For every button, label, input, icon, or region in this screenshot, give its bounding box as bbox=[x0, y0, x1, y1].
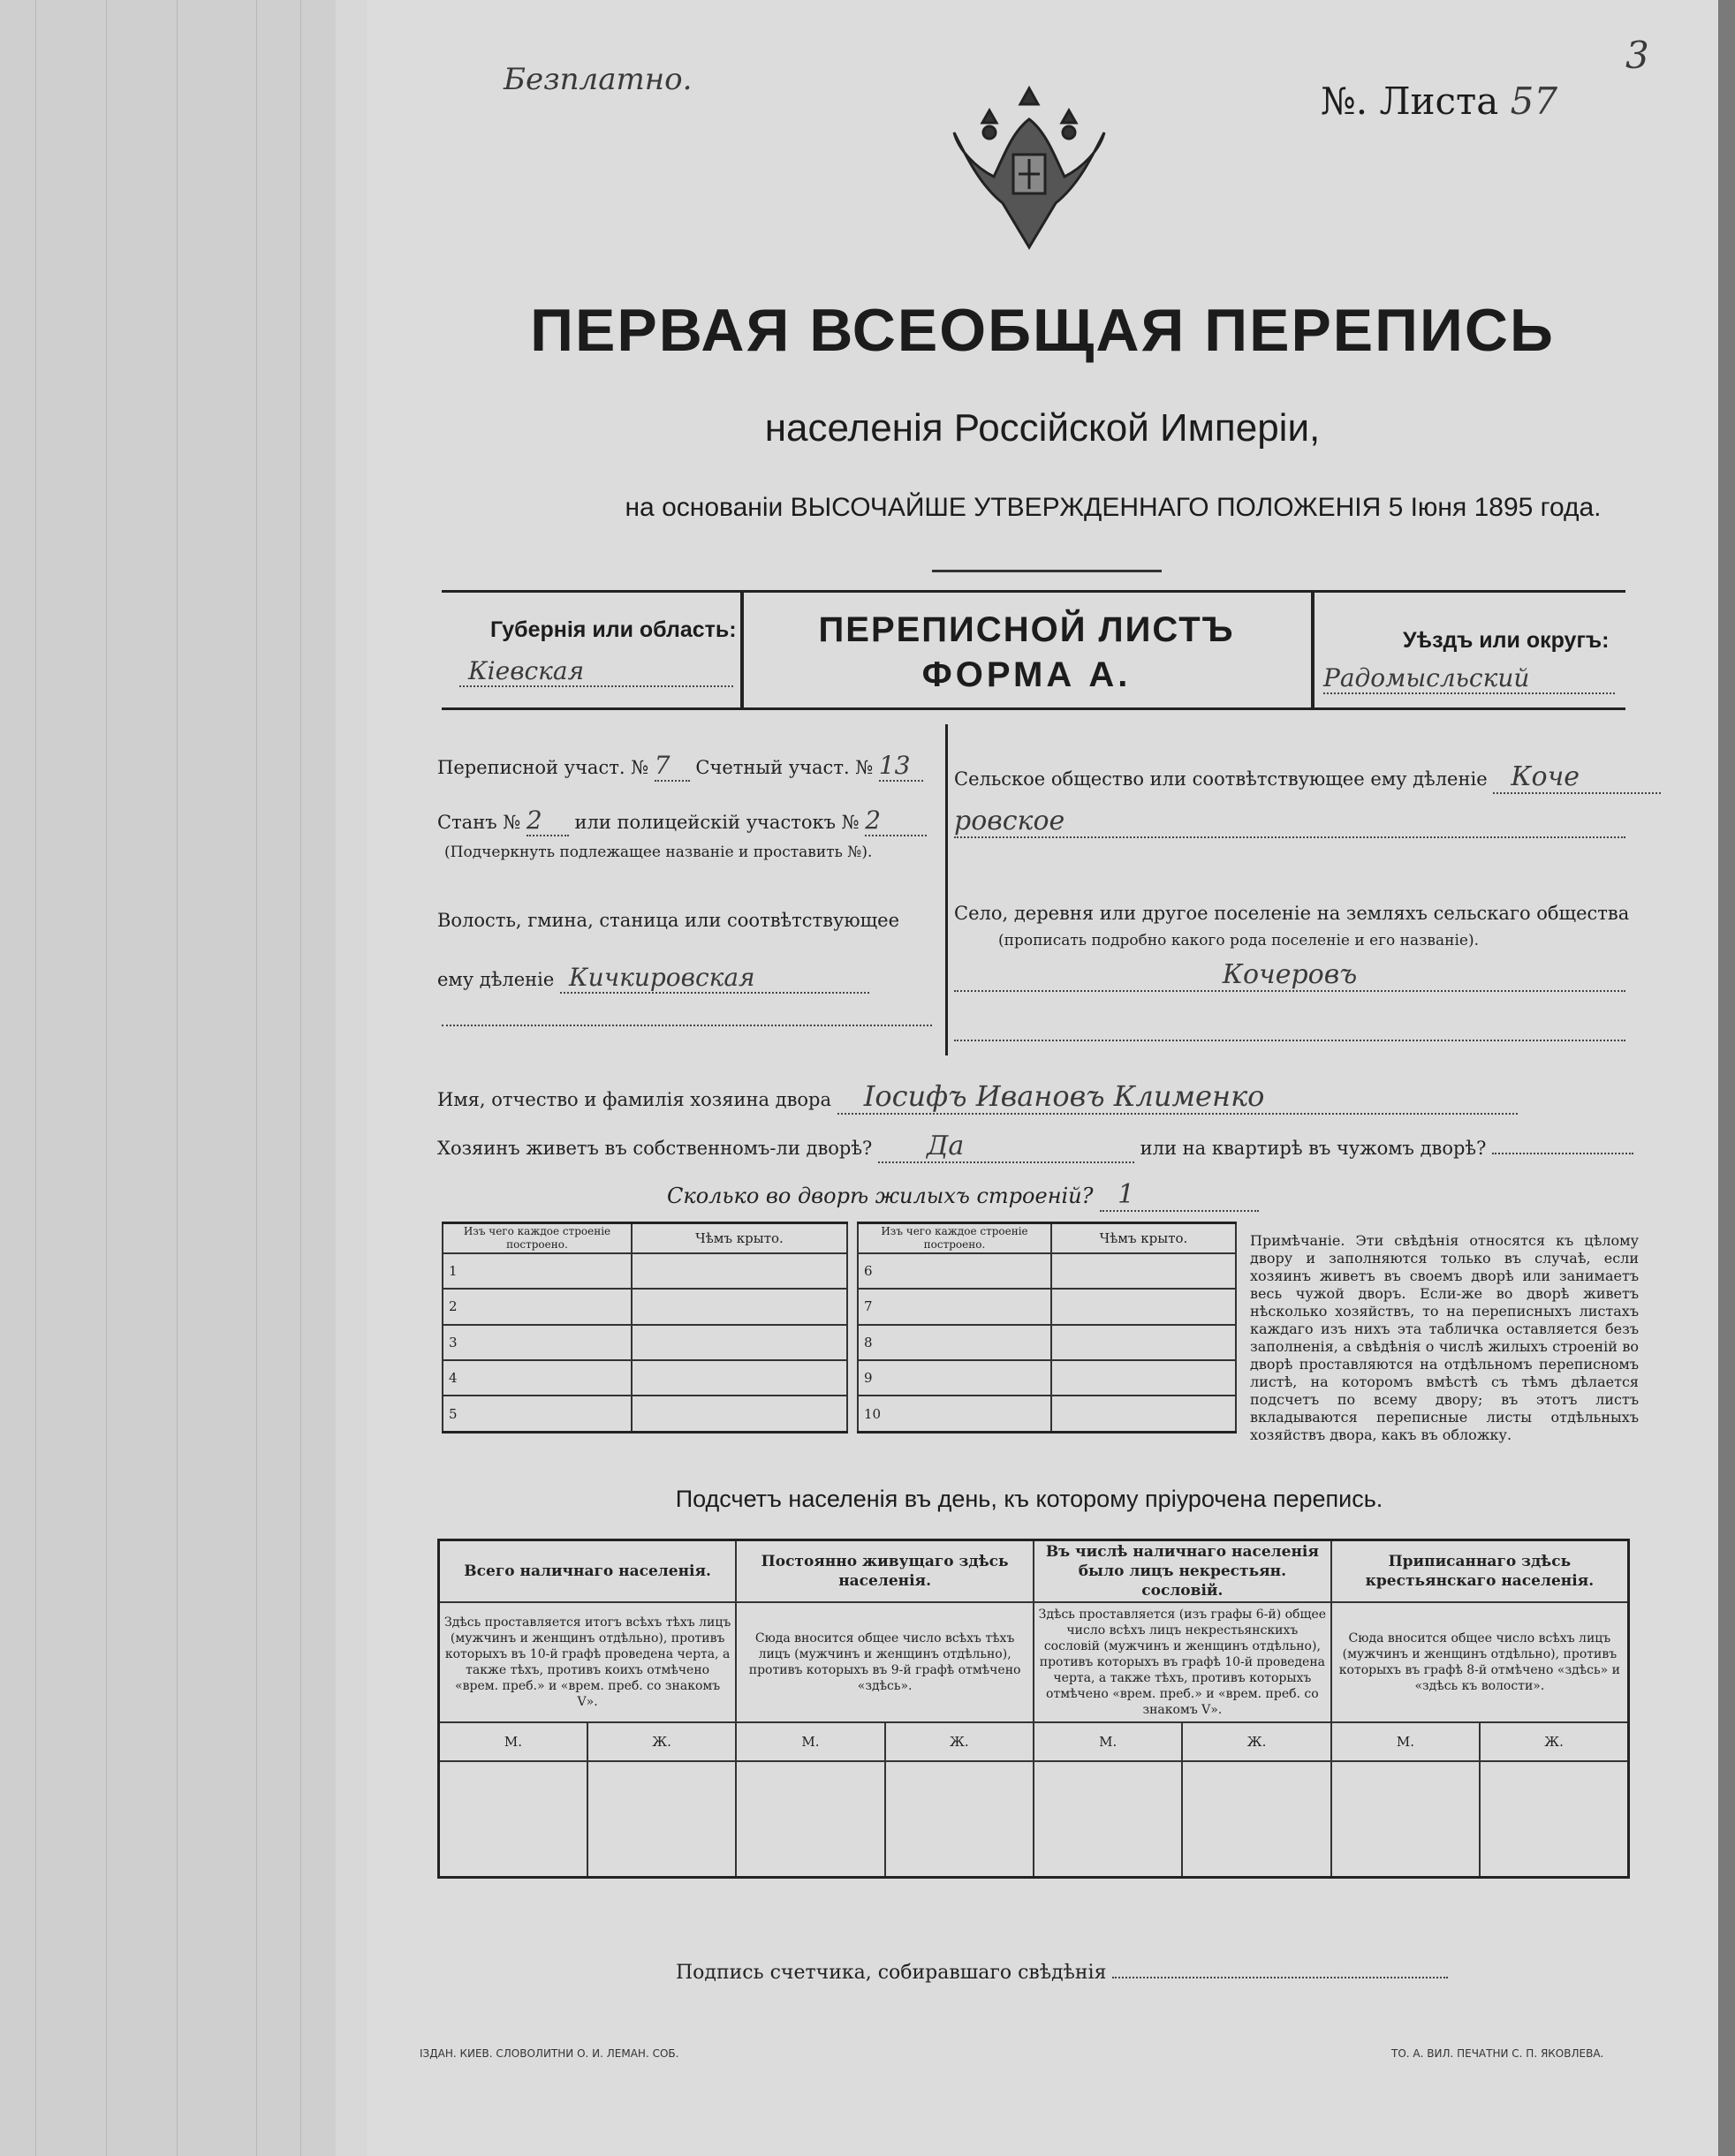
count-column-description: Сюда вносится общее число всѣхъ тѣхъ лицъ (мужчинъ и женщинъ отдѣльно), противъ которыхъ въ 9-й графѣ отмѣчено «здѣсь». bbox=[736, 1602, 1034, 1722]
table-row-number: 8 bbox=[858, 1325, 1051, 1360]
signature-label: Подпись счетчика, собиравшаго свѣдѣнія bbox=[676, 1962, 1107, 1984]
printer-footer-right: ТО. А. ВИЛ. ПЕЧАТНИ С. П. ЯКОВЛЕВА. bbox=[1391, 2047, 1604, 2060]
owner-lives-label: Хозяинъ живетъ въ собственномъ-ли дворѣ? bbox=[437, 1138, 873, 1159]
buildings-table bbox=[442, 1222, 1325, 1434]
column-roof-header: Чѣмъ крыто. bbox=[1051, 1223, 1236, 1254]
sheet-number-value: 57 bbox=[1510, 79, 1558, 123]
owner-lives-value: Да bbox=[878, 1131, 1134, 1163]
owner-name-value: Іосифъ Ивановъ Клименко bbox=[837, 1079, 1518, 1115]
owner-rent-label: или на квартирѣ въ чужомъ дворѣ? bbox=[1140, 1138, 1487, 1159]
count-column-header: Постоянно живущаго здѣсь населенія. bbox=[736, 1540, 1034, 1603]
page-subtitle: населенія Россійской Имперіи, bbox=[764, 406, 1321, 450]
table-row-number: 6 bbox=[858, 1253, 1051, 1289]
table-row-number: 4 bbox=[443, 1360, 632, 1396]
society-value: Коче bbox=[1493, 761, 1661, 794]
society-value-continued: ровское bbox=[954, 806, 1625, 838]
corner-page-mark: 3 bbox=[1625, 34, 1649, 77]
female-header: Ж. bbox=[587, 1722, 736, 1761]
count-cell bbox=[1182, 1761, 1330, 1878]
volost-blank-line bbox=[442, 1023, 932, 1026]
count-title: Подсчетъ населенія въ день, къ которому пріурочена перепись. bbox=[675, 1486, 1383, 1512]
count-column-description: Здѣсь проставляется (изъ графы 6-й) общее число всѣхъ лицъ некрестьянскихъ сословій (мужчинъ и женщинъ отдѣльно), противъ которыхъ въ графѣ 10-й проведена черта, а также тѣхъ, противъ которыхъ отмѣчено «врем. преб.» и «врем. преб. со знакомъ V». bbox=[1034, 1602, 1331, 1722]
census-section-value: 7 bbox=[655, 751, 690, 782]
female-header: Ж. bbox=[1480, 1722, 1628, 1761]
village-blank-line bbox=[954, 1038, 1625, 1041]
column-roof-header: Чѣмъ крыто. bbox=[632, 1223, 847, 1254]
count-section-label: Счетный участ. № bbox=[695, 757, 874, 778]
free-label: Безплатно. bbox=[504, 62, 693, 97]
column-material-header: Изъ чего каждое строеніе построено. bbox=[443, 1223, 632, 1254]
column-material-header: Изъ чего каждое строеніе построено. bbox=[858, 1223, 1051, 1254]
village-note: (прописать подробно какого рода поселеніе и его названіе). bbox=[998, 932, 1479, 949]
society-label: Сельское общество или соотвѣтствующее ему дѣленіе bbox=[954, 768, 1488, 790]
owner-name-row bbox=[437, 1079, 1518, 1115]
volost-row bbox=[437, 963, 869, 994]
owner-residence-row bbox=[437, 1131, 1633, 1163]
stan-value: 2 bbox=[527, 806, 569, 836]
count-column-description: Сюда вносится общее число всѣхъ лицъ (мужчинъ и женщинъ отдѣльно), противъ которыхъ въ графѣ 8-й отмѣчено «здѣсь» и «здѣсь къ волости». bbox=[1331, 1602, 1629, 1722]
male-header: М. bbox=[736, 1722, 884, 1761]
table-row-number: 10 bbox=[858, 1396, 1051, 1432]
ornament-divider bbox=[932, 570, 1162, 576]
census-form-sheet bbox=[367, 0, 1718, 2156]
sheet-number-label: №. Листа bbox=[1321, 79, 1499, 123]
society-row bbox=[954, 761, 1661, 794]
coat-of-arms-icon bbox=[941, 71, 1118, 269]
count-column-header: Въ числѣ наличнаго населенія было лицъ некрестьян. сословій. bbox=[1034, 1540, 1331, 1603]
village-label: Село, деревня или другое поселеніе на земляхъ сельскаго общества bbox=[954, 903, 1630, 924]
police-value: 2 bbox=[865, 806, 927, 836]
count-column-header: Всего наличнаго населенія. bbox=[439, 1540, 737, 1603]
volost-label: Волость, гмина, станица или соотвѣтствующее bbox=[437, 910, 900, 931]
count-cell bbox=[1331, 1761, 1480, 1878]
table-row-number: 5 bbox=[443, 1396, 632, 1432]
police-label: или полицейскій участокъ № bbox=[574, 812, 860, 833]
signature-line bbox=[1112, 1961, 1448, 1978]
note-text: Примѣчаніе. Эти свѣдѣнія относятся къ цѣлому двору и заполняются только въ случаѣ, если хозяинъ живетъ въ своемъ дворѣ или занимаетъ весь чужой дворъ. Если-же во дворѣ живетъ нѣсколько хозяйствъ, то на переписныхъ листахъ каждаго изъ нихъ эта табличка оставляется безъ заполненія, а свѣдѣнія о числѣ жилыхъ строеній во дворѣ проставляются на отдѣльномъ переписномъ листѣ, на которомъ вмѣстѣ съ тѣмъ дѣлается подсчетъ по всему двору; въ этотъ листъ вкладываются переписные листы отдѣльныхъ хозяйствъ двора, какъ въ обложку. bbox=[1250, 1232, 1639, 1443]
province-value: Кіевская bbox=[459, 656, 733, 687]
binding-strip bbox=[336, 0, 368, 2156]
header-table bbox=[442, 590, 1625, 710]
vertical-divider bbox=[945, 724, 948, 1055]
buildings-row bbox=[667, 1179, 1259, 1212]
male-header: М. bbox=[439, 1722, 587, 1761]
count-cell bbox=[1034, 1761, 1182, 1878]
sheet-title-cell bbox=[744, 593, 1309, 707]
owner-rent-value bbox=[1492, 1135, 1633, 1154]
stan-note: (Подчеркнуть подлежащее названіе и проставить №). bbox=[444, 843, 873, 861]
district-value: Радомысльский bbox=[1323, 663, 1615, 694]
buildings-table-left bbox=[442, 1222, 848, 1434]
population-count-table bbox=[437, 1539, 1630, 1879]
table-row-number: 9 bbox=[858, 1360, 1051, 1396]
sheet-title: ПЕРЕПИСНОЙ ЛИСТЪ bbox=[818, 610, 1235, 649]
count-column-description: Здѣсь проставляется итогъ всѣхъ тѣхъ лицъ (мужчинъ и женщинъ отдѣльно), противъ которыхъ въ 10-й графѣ проведена черта, а также тѣхъ, противъ коихъ отмѣчено «врем. преб.» и «врем. преб. со знакомъ V». bbox=[439, 1602, 737, 1722]
male-header: М. bbox=[1034, 1722, 1182, 1761]
count-cell bbox=[1480, 1761, 1628, 1878]
count-cell bbox=[736, 1761, 884, 1878]
buildings-value: 1 bbox=[1100, 1179, 1259, 1212]
signature-row bbox=[676, 1961, 1448, 1984]
female-header: Ж. bbox=[885, 1722, 1034, 1761]
table-row-number: 3 bbox=[443, 1325, 632, 1360]
volost-value: Кичкировская bbox=[560, 963, 869, 994]
census-section-label: Переписной участ. № bbox=[437, 757, 649, 778]
stan-label: Станъ № bbox=[437, 812, 521, 833]
owner-name-label: Имя, отчество и фамилія хозяина двора bbox=[437, 1089, 832, 1110]
legal-basis: на основаніи ВЫСОЧАЙШЕ УТВЕРЖДЕННАГО ПОЛОЖЕНІЯ 5 Іюня 1895 года. bbox=[625, 493, 1602, 522]
district-cell bbox=[1311, 593, 1629, 707]
count-cell bbox=[587, 1761, 736, 1878]
count-cell bbox=[885, 1761, 1034, 1878]
census-section-row bbox=[437, 751, 923, 782]
volost-label-2: ему дѣленіе bbox=[437, 969, 555, 990]
province-label: Губернія или область: bbox=[490, 617, 737, 642]
buildings-table-right bbox=[857, 1222, 1237, 1434]
district-label: Уѣздъ или округъ: bbox=[1403, 628, 1610, 653]
form-label: ФОРМА А. bbox=[921, 655, 1132, 694]
province-cell bbox=[442, 593, 744, 707]
count-cell bbox=[439, 1761, 587, 1878]
female-header: Ж. bbox=[1182, 1722, 1330, 1761]
village-value: Кочеровъ bbox=[954, 959, 1625, 992]
male-header: М. bbox=[1331, 1722, 1480, 1761]
buildings-label: Сколько во дворѣ жилыхъ строеній? bbox=[667, 1184, 1094, 1208]
underlying-page bbox=[0, 0, 336, 2156]
table-row-number: 2 bbox=[443, 1289, 632, 1324]
page-title: ПЕРВАЯ ВСЕОБЩАЯ ПЕРЕПИСЬ bbox=[530, 297, 1555, 364]
table-row-number: 1 bbox=[443, 1253, 632, 1289]
count-section-value: 13 bbox=[879, 751, 923, 782]
table-row-number: 7 bbox=[858, 1289, 1051, 1324]
printer-footer-left: ІЗДАН. КИЕВ. СЛОВОЛИТНИ О. И. ЛЕМАН. СОБ. bbox=[420, 2047, 679, 2060]
stan-row bbox=[437, 806, 927, 836]
count-column-header: Приписаннаго здѣсь крестьянскаго населенія. bbox=[1331, 1540, 1629, 1603]
